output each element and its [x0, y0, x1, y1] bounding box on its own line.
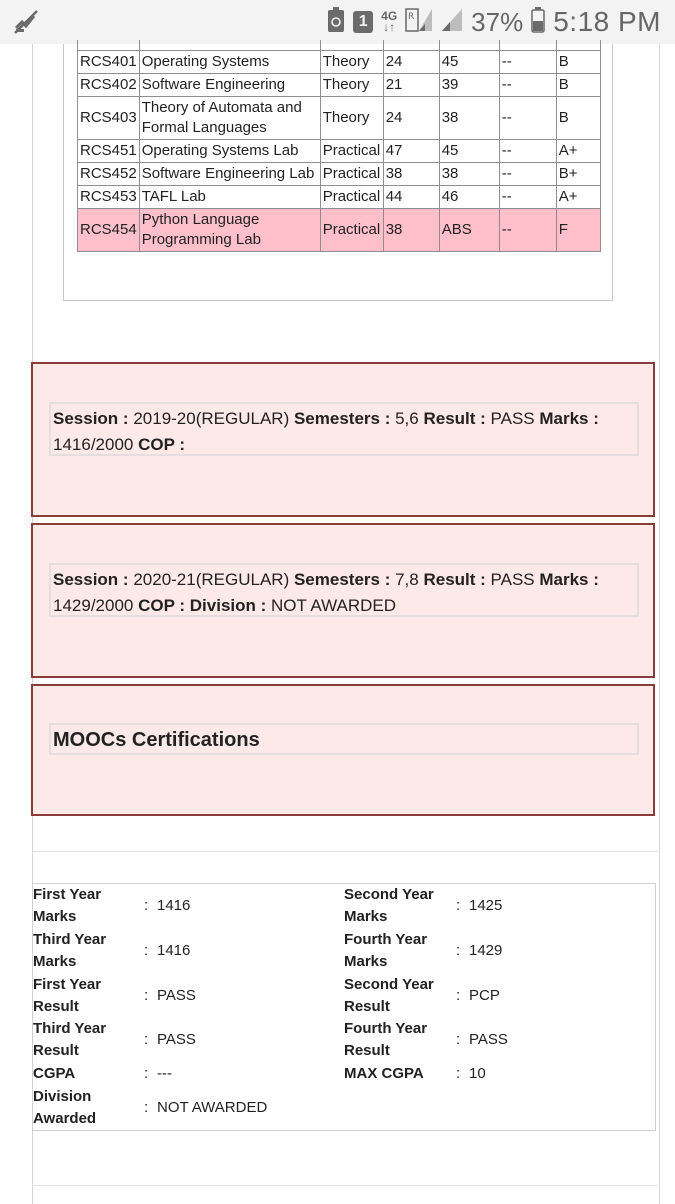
second-year-result: PCP	[469, 987, 500, 1004]
subject-type: Theory	[320, 50, 383, 73]
status-bar	[0, 0, 675, 44]
division-awarded-label: Division Awarded	[33, 1088, 97, 1127]
fourth-year-result-label: Fourth Year Result	[344, 1020, 428, 1059]
subject-grade: B	[556, 73, 600, 96]
cgpa-value: ---	[157, 1065, 172, 1082]
subject-code: RCS402	[78, 73, 140, 96]
fourth-year-marks: 1429	[469, 942, 503, 959]
recycle-battery-icon	[327, 7, 345, 38]
subject-m2: 46	[439, 185, 499, 208]
first-year-result: PASS	[157, 987, 196, 1004]
subject-grade: B	[556, 96, 600, 139]
subject-back: --	[499, 185, 556, 208]
subject-code: RCS454	[78, 208, 140, 251]
table-row-partial	[78, 40, 601, 50]
fourth-year-marks-label: Fourth Year Marks	[344, 931, 428, 970]
subject-m1: 21	[383, 73, 439, 96]
subject-name: Theory of Automata and Formal Languages	[139, 96, 320, 139]
second-year-marks: 1425	[469, 897, 503, 914]
subject-m2: 45	[439, 50, 499, 73]
subject-m1: 38	[383, 208, 439, 251]
subject-type: Practical	[320, 185, 383, 208]
second-year-marks-label: Second Year Marks	[344, 886, 434, 925]
first-year-result-label: First Year Result	[33, 976, 102, 1015]
subject-back: --	[499, 139, 556, 162]
divider	[32, 1185, 658, 1186]
third-year-marks: 1416	[157, 942, 191, 959]
first-year-marks: 1416	[157, 897, 191, 914]
network-type-label: 4G ↓↑	[381, 9, 398, 34]
notification-badge: 1	[353, 11, 373, 33]
subject-name: Operating Systems Lab	[139, 139, 320, 162]
subject-back: --	[499, 50, 556, 73]
table-row	[78, 139, 601, 162]
third-year-result: PASS	[157, 1031, 196, 1048]
moocs-panel	[31, 684, 655, 816]
subject-m1: 44	[383, 185, 439, 208]
svg-text:R: R	[408, 11, 415, 22]
subject-grade: B	[556, 50, 600, 73]
cell-signal-icon	[441, 7, 463, 38]
max-cgpa-value: 10	[469, 1065, 486, 1082]
battery-percent: 37%	[471, 6, 524, 37]
year-summary: First Year Marks : 1416 Second Year Marks : 1425 Third Year Marks : 1416 Fourth Year Marks : 1429 First Year Result : PASS Second Year Result : PCP Third Year Result : PASS Fourth Year Result : PASS CGPA : --- MAX CGPA : 10 Division Awarded : NOT AWARDED	[32, 883, 656, 1131]
subject-m2: ABS	[439, 208, 499, 251]
subject-code: RCS452	[78, 162, 140, 185]
subject-grade: F	[556, 208, 600, 251]
third-year-marks-label: Third Year Marks	[33, 931, 107, 970]
subject-code: RCS453	[78, 185, 140, 208]
subject-grade: B+	[556, 162, 600, 185]
division-awarded-value: NOT AWARDED	[157, 1099, 268, 1116]
subject-m1: 24	[383, 96, 439, 139]
subject-back: --	[499, 208, 556, 251]
subject-name: Python Language Programming Lab	[139, 208, 320, 251]
subject-m1: 38	[383, 162, 439, 185]
subject-m2: 45	[439, 139, 499, 162]
subject-marks-table	[77, 40, 601, 252]
signal-roaming-icon	[405, 7, 433, 38]
subject-name: Software Engineering	[139, 73, 320, 96]
divider	[32, 851, 658, 852]
subject-name: Operating Systems	[139, 50, 320, 73]
subject-back: --	[499, 73, 556, 96]
subject-code: RCS401	[78, 50, 140, 73]
subject-type: Practical	[320, 208, 383, 251]
subject-m2: 39	[439, 73, 499, 96]
subject-type: Theory	[320, 73, 383, 96]
second-year-result-label: Second Year Result	[344, 976, 434, 1015]
fourth-year-result: PASS	[469, 1031, 508, 1048]
subject-m1: 47	[383, 139, 439, 162]
subject-type: Practical	[320, 139, 383, 162]
table-row	[78, 162, 601, 185]
session-summary-2019: Session : 2019-20(REGULAR) Semesters : 5,6 Result : PASS Marks : 1416/2000 COP :	[49, 402, 639, 456]
table-row	[78, 208, 601, 251]
subject-m2: 38	[439, 96, 499, 139]
subject-grade: A+	[556, 139, 600, 162]
max-cgpa-label: MAX CGPA	[344, 1065, 424, 1082]
cgpa-label: CGPA	[33, 1065, 76, 1082]
table-row	[78, 73, 601, 96]
table-row	[78, 96, 601, 139]
subject-type: Theory	[320, 96, 383, 139]
clock: 5:18 PM	[553, 6, 661, 37]
subject-code: RCS403	[78, 96, 140, 139]
battery-icon	[531, 7, 545, 38]
subject-name: Software Engineering Lab	[139, 162, 320, 185]
subject-name: TAFL Lab	[139, 185, 320, 208]
first-year-marks-label: First Year Marks	[33, 886, 102, 925]
moocs-header	[49, 723, 639, 755]
moocs-title: MOOCs Certifications	[53, 729, 260, 751]
table-row	[78, 185, 601, 208]
subject-grade: A+	[556, 185, 600, 208]
third-year-result-label: Third Year Result	[33, 1020, 107, 1059]
session-summary-2020: Session : 2020-21(REGULAR) Semesters : 7,8 Result : PASS Marks : 1429/2000 COP : Division : NOT AWARDED	[49, 563, 639, 617]
session-panel-2020	[31, 523, 655, 678]
subject-m2: 38	[439, 162, 499, 185]
session-panel-2019	[31, 362, 655, 517]
table-row	[78, 50, 601, 73]
subject-m1: 24	[383, 50, 439, 73]
signal-off-icon	[12, 8, 40, 36]
subject-code: RCS451	[78, 139, 140, 162]
subject-type: Practical	[320, 162, 383, 185]
subject-back: --	[499, 162, 556, 185]
subject-back: --	[499, 96, 556, 139]
